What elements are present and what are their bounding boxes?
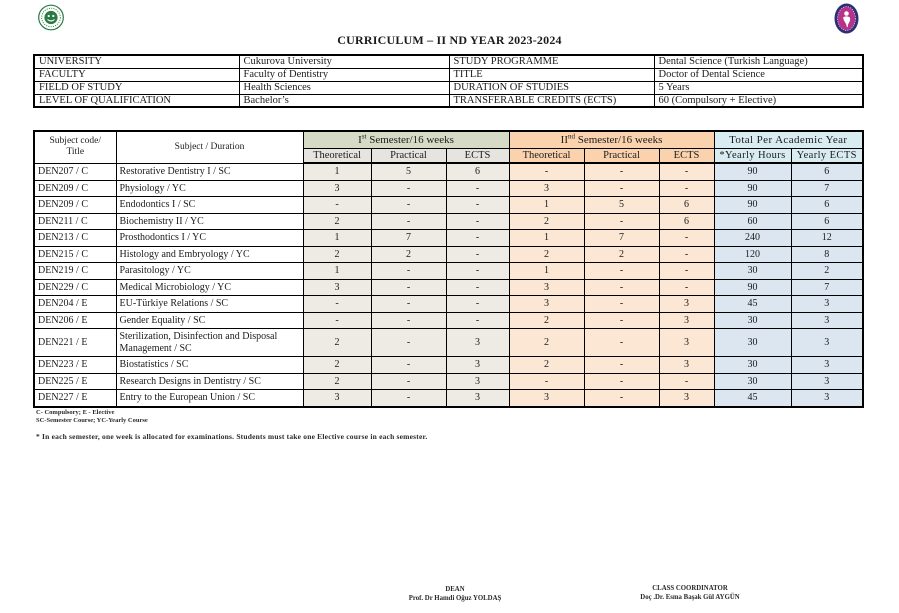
sem2-theoretical-cell: 3 (509, 390, 584, 407)
col-header-yearly-ects: Yearly ECTS (791, 148, 863, 163)
sem2-practical-cell: - (584, 390, 659, 407)
subject-name-cell: EU-Türkiye Relations / SC (116, 296, 303, 313)
subject-code-cell: DEN229 / C (34, 279, 116, 296)
sem1-ects-cell: - (446, 246, 509, 263)
info-value: Health Sciences (239, 81, 449, 94)
sem1-ects-cell: 3 (446, 357, 509, 374)
sem2-practical-cell: - (584, 163, 659, 180)
sem1-practical-cell: - (371, 180, 446, 197)
sem2-ects-cell: - (659, 263, 714, 280)
sem1-theoretical-cell: 3 (303, 180, 371, 197)
sem1-practical-cell: - (371, 279, 446, 296)
sem1-superscript: st (361, 132, 367, 141)
table-row (34, 373, 863, 390)
sem1-theoretical-cell: - (303, 312, 371, 329)
subject-code-cell: DEN225 / E (34, 373, 116, 390)
col-header-practical-sem2: Practical (584, 148, 659, 163)
sem2-ects-cell: - (659, 230, 714, 247)
yearly-ects-cell: 6 (791, 163, 863, 180)
info-label: FIELD OF STUDY (34, 81, 239, 94)
sem1-theoretical-cell: 3 (303, 279, 371, 296)
sem2-theoretical-cell: - (509, 163, 584, 180)
yearly-hours-cell: 120 (714, 246, 791, 263)
sem1-theoretical-cell: 2 (303, 246, 371, 263)
yearly-ects-cell: 3 (791, 312, 863, 329)
header-group-row (34, 131, 863, 148)
col-header-ects-sem1: ECTS (446, 148, 509, 163)
sem2-ects-cell: - (659, 163, 714, 180)
total-group-header: Total Per Academic Year (714, 131, 863, 148)
subject-name-cell: Prosthodontics I / YC (116, 230, 303, 247)
col-header-subject-duration (116, 131, 303, 163)
info-value: Doctor of Dental Science (654, 68, 863, 81)
sem1-ects-cell: - (446, 230, 509, 247)
sem2-ects-cell: - (659, 180, 714, 197)
yearly-hours-cell: 30 (714, 329, 791, 357)
sem1-theoretical-cell: 1 (303, 263, 371, 280)
sem2-practical-cell: - (584, 180, 659, 197)
yearly-hours-cell: 30 (714, 373, 791, 390)
examination-note: * In each semester, one week is allocated for examinations. Students must take one Elective course in each semester. (36, 432, 428, 441)
sem1-practical-cell: - (371, 357, 446, 374)
sem2-practical-cell: 7 (584, 230, 659, 247)
table-row (34, 163, 863, 180)
yearly-hours-cell: 90 (714, 180, 791, 197)
subject-code-header-line2: Title (66, 147, 85, 158)
subject-code-cell: DEN206 / E (34, 312, 116, 329)
table-row (34, 197, 863, 214)
sem1-theoretical-cell: 1 (303, 163, 371, 180)
info-row (34, 94, 863, 107)
table-row (34, 230, 863, 247)
curriculum-table (33, 130, 864, 408)
sem2-practical-cell: 5 (584, 197, 659, 214)
sem2-theoretical-cell: - (509, 373, 584, 390)
sem2-theoretical-cell: 2 (509, 312, 584, 329)
yearly-hours-cell: 90 (714, 163, 791, 180)
subject-code-cell: DEN223 / E (34, 357, 116, 374)
info-value: Dental Science (Turkish Language) (654, 55, 863, 68)
sem2-theoretical-cell: 2 (509, 329, 584, 357)
sem1-theoretical-cell: - (303, 197, 371, 214)
dean-name: Prof. Dr Hamdi Oğuz YOLDAŞ (408, 595, 502, 602)
sem2-ects-cell: 3 (659, 296, 714, 313)
subject-code-header-line1: Subject code/ (49, 136, 101, 147)
info-label: TRANSFERABLE CREDITS (ECTS) (449, 94, 654, 107)
legend-notes (36, 409, 148, 425)
sem2-theoretical-cell: 3 (509, 180, 584, 197)
sem2-ects-cell: - (659, 373, 714, 390)
subject-name-cell: Physiology / YC (116, 180, 303, 197)
info-row (34, 55, 863, 68)
sem2-numeral: II (560, 133, 568, 146)
info-value: 5 Years (654, 81, 863, 94)
subject-code-cell: DEN221 / E (34, 329, 116, 357)
sem1-ects-cell: - (446, 213, 509, 230)
semester1-group-header (303, 131, 509, 148)
table-row (34, 296, 863, 313)
table-row (34, 279, 863, 296)
subject-code-cell: DEN204 / E (34, 296, 116, 313)
sem1-theoretical-cell: 3 (303, 390, 371, 407)
dean-signature-block (345, 585, 565, 603)
subject-name-cell: Restorative Dentistry I / SC (116, 163, 303, 180)
sem2-superscript: nd (567, 132, 575, 141)
subject-code-cell: DEN219 / C (34, 263, 116, 280)
sem2-ects-cell: 3 (659, 329, 714, 357)
sem2-theoretical-cell: 2 (509, 357, 584, 374)
sem2-ects-cell: 3 (659, 357, 714, 374)
subject-code-cell: DEN209 / C (34, 197, 116, 214)
subject-name-cell: Sterilization, Disinfection and Disposal Management / SC (116, 329, 303, 357)
faculty-logo-icon (834, 3, 859, 34)
sem1-practical-cell: - (371, 213, 446, 230)
sem2-theoretical-cell: 3 (509, 296, 584, 313)
yearly-ects-cell: 3 (791, 373, 863, 390)
yearly-ects-cell: 2 (791, 263, 863, 280)
table-row (34, 357, 863, 374)
semester2-group-header (509, 131, 714, 148)
sem1-practical-cell: - (371, 312, 446, 329)
yearly-ects-cell: 3 (791, 329, 863, 357)
sem1-numeral: I (358, 133, 362, 146)
coordinator-name: Doç .Dr. Esma Başak Gül AYGÜN (640, 594, 740, 601)
col-header-practical-sem1: Practical (371, 148, 446, 163)
yearly-ects-cell: 3 (791, 390, 863, 407)
table-row (34, 180, 863, 197)
info-label: UNIVERSITY (34, 55, 239, 68)
sem1-ects-cell: - (446, 296, 509, 313)
sem2-ects-cell: 3 (659, 390, 714, 407)
yearly-hours-cell: 30 (714, 312, 791, 329)
yearly-hours-cell: 60 (714, 213, 791, 230)
table-row (34, 213, 863, 230)
yearly-hours-cell: 90 (714, 279, 791, 296)
dean-title: DEAN (445, 586, 465, 593)
sem1-ects-cell: - (446, 263, 509, 280)
subject-name-cell: Biostatistics / SC (116, 357, 303, 374)
info-label: TITLE (449, 68, 654, 81)
sem1-theoretical-cell: 2 (303, 357, 371, 374)
sem2-theoretical-cell: 3 (509, 279, 584, 296)
page-title: CURRICULUM – II ND YEAR 2023-2024 (337, 33, 562, 47)
info-value: Bachelor’s (239, 94, 449, 107)
subject-name-cell: Gender Equality / SC (116, 312, 303, 329)
subject-name-cell: Endodontics I / SC (116, 197, 303, 214)
sem1-ects-cell: - (446, 312, 509, 329)
yearly-hours-cell: 30 (714, 357, 791, 374)
sem1-theoretical-cell: 2 (303, 329, 371, 357)
university-logo-icon (38, 4, 64, 31)
sem1-theoretical-cell: 2 (303, 213, 371, 230)
coordinator-signature-block (580, 584, 800, 602)
subject-name-cell: Histology and Embryology / YC (116, 246, 303, 263)
sem2-practical-cell: - (584, 213, 659, 230)
col-header-theoretical-sem2: Theoretical (509, 148, 584, 163)
sem1-practical-cell: - (371, 296, 446, 313)
sem2-ects-cell: 6 (659, 197, 714, 214)
sem2-practical-cell: - (584, 357, 659, 374)
sem2-label: Semester/16 weeks (574, 133, 663, 146)
table-row (34, 246, 863, 263)
sem1-theoretical-cell: - (303, 296, 371, 313)
col-header-subject-code (34, 131, 116, 163)
subject-name-cell: Parasitology / YC (116, 263, 303, 280)
subject-code-cell: DEN211 / C (34, 213, 116, 230)
subject-name-cell: Biochemistry II / YC (116, 213, 303, 230)
yearly-ects-cell: 12 (791, 230, 863, 247)
sem2-practical-cell: 2 (584, 246, 659, 263)
subject-name-cell: Medical Microbiology / YC (116, 279, 303, 296)
subject-code-cell: DEN207 / C (34, 163, 116, 180)
yearly-ects-cell: 3 (791, 296, 863, 313)
subject-name-cell: Entry to the European Union / SC (116, 390, 303, 407)
subject-code-cell: DEN213 / C (34, 230, 116, 247)
col-header-yearly-hours: *Yearly Hours (714, 148, 791, 163)
info-label: LEVEL OF QUALIFICATION (34, 94, 239, 107)
sem1-theoretical-cell: 2 (303, 373, 371, 390)
sem2-theoretical-cell: 1 (509, 197, 584, 214)
sem2-ects-cell: - (659, 246, 714, 263)
info-value: 60 (Compulsory + Elective) (654, 94, 863, 107)
subject-duration-header: Subject / Duration (174, 141, 245, 152)
col-header-ects-sem2: ECTS (659, 148, 714, 163)
sem1-practical-cell: 2 (371, 246, 446, 263)
yearly-hours-cell: 90 (714, 197, 791, 214)
yearly-ects-cell: 6 (791, 197, 863, 214)
yearly-hours-cell: 45 (714, 390, 791, 407)
yearly-ects-cell: 6 (791, 213, 863, 230)
col-header-theoretical-sem1: Theoretical (303, 148, 371, 163)
sem1-ects-cell: 3 (446, 390, 509, 407)
table-row (34, 329, 863, 357)
sem1-ects-cell: - (446, 180, 509, 197)
sem2-practical-cell: - (584, 373, 659, 390)
info-row (34, 68, 863, 81)
subject-code-cell: DEN227 / E (34, 390, 116, 407)
info-label: STUDY PROGRAMME (449, 55, 654, 68)
table-row (34, 263, 863, 280)
sem1-ects-cell: 3 (446, 373, 509, 390)
sem2-theoretical-cell: 2 (509, 213, 584, 230)
yearly-ects-cell: 7 (791, 279, 863, 296)
sem2-practical-cell: - (584, 329, 659, 357)
yearly-ects-cell: 7 (791, 180, 863, 197)
yearly-ects-cell: 8 (791, 246, 863, 263)
legend-line1: C- Compulsory; E - Elective (36, 409, 115, 416)
sem1-practical-cell: 5 (371, 163, 446, 180)
sem1-practical-cell: - (371, 390, 446, 407)
sem2-practical-cell: - (584, 312, 659, 329)
sem2-ects-cell: 3 (659, 312, 714, 329)
info-value: Cukurova University (239, 55, 449, 68)
sem2-theoretical-cell: 1 (509, 263, 584, 280)
sem1-practical-cell: - (371, 373, 446, 390)
sem1-theoretical-cell: 1 (303, 230, 371, 247)
coordinator-title: CLASS COORDINATOR (652, 585, 728, 592)
table-row (34, 390, 863, 407)
sem1-ects-cell: 3 (446, 329, 509, 357)
sem1-ects-cell: 6 (446, 163, 509, 180)
sem2-ects-cell: - (659, 279, 714, 296)
sem2-theoretical-cell: 2 (509, 246, 584, 263)
info-row (34, 81, 863, 94)
yearly-hours-cell: 30 (714, 263, 791, 280)
table-row (34, 312, 863, 329)
programme-info-table (33, 54, 864, 108)
info-label: DURATION OF STUDIES (449, 81, 654, 94)
info-label: FACULTY (34, 68, 239, 81)
yearly-ects-cell: 3 (791, 357, 863, 374)
sem1-practical-cell: - (371, 263, 446, 280)
sem2-theoretical-cell: 1 (509, 230, 584, 247)
sem1-label: Semester/16 weeks (366, 133, 454, 146)
legend-line2: SC-Semester Course; YC-Yearly Course (36, 417, 148, 424)
sem2-practical-cell: - (584, 263, 659, 280)
yearly-hours-cell: 45 (714, 296, 791, 313)
subject-name-cell: Research Designs in Dentistry / SC (116, 373, 303, 390)
subject-code-cell: DEN209 / C (34, 180, 116, 197)
curriculum-table-body (34, 163, 863, 407)
info-value: Faculty of Dentistry (239, 68, 449, 81)
sem2-practical-cell: - (584, 279, 659, 296)
sem1-ects-cell: - (446, 279, 509, 296)
sem2-ects-cell: 6 (659, 213, 714, 230)
sem1-ects-cell: - (446, 197, 509, 214)
sem2-practical-cell: - (584, 296, 659, 313)
sem1-practical-cell: 7 (371, 230, 446, 247)
sem1-practical-cell: - (371, 329, 446, 357)
subject-code-cell: DEN215 / C (34, 246, 116, 263)
sem1-practical-cell: - (371, 197, 446, 214)
yearly-hours-cell: 240 (714, 230, 791, 247)
